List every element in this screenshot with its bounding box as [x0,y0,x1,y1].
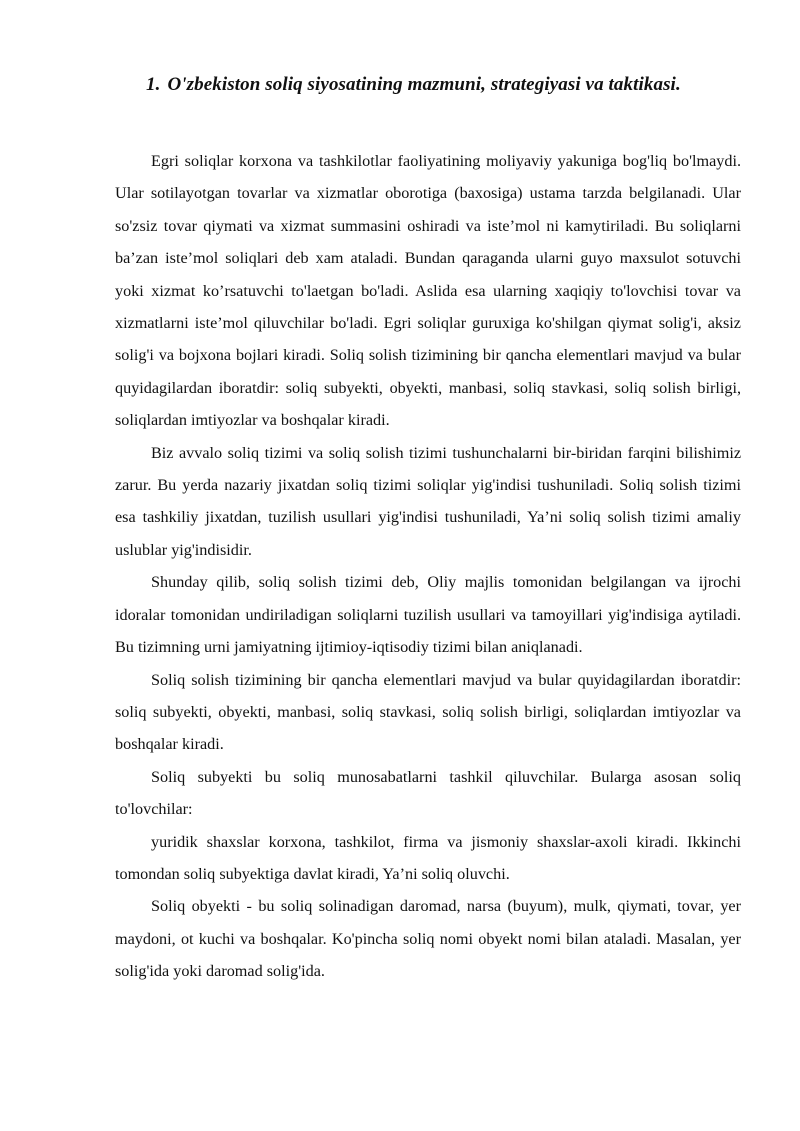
paragraph: Egri soliqlar korxona va tashkilotlar faoliyatining moliyaviy yakuniga bog'liq bo'lmaydi. Ular sotilayotgan tovarlar va xizmatlar oborotiga (baxosiga) ustama tarzda belgilanadi. Ular so'zsiz tovar qiymati va xizmat summasini oshiradi va iste’mol ni kamytiriladi. Bu soliqlarni ba’zan iste’mol soliqlari deb xam ataladi. Bundan qaraganda ularni guyo maxsulot sotuvchi yoki xizmat ko’rsatuvchi to'laetgan bo'ladi. Aslida esa ularning xaqiqiy to'lovchisi tovar va xizmatlarni iste’mol qiluvchilar bo'ladi. Egri soliqlar guruxiga ko'shilgan qiymat solig'i, aksiz solig'i va bojxona bojlari kiradi. Soliq solish tizimining bir qancha elementlari mavjud va bular quyidagilardan iboratdir: soliq subyekti, obyekti, manbasi, soliq stavkasi, soliq solish birligi, soliqlardan imtiyozlar va boshqalar kiradi. [115,152,741,430]
paragraph: Soliq obyekti - bu soliq solinadigan daromad, narsa (buyum), mulk, qiymati, tovar, yer maydoni, ot kuchi va boshqalar. Ko'pincha soliq nomi obyekt nomi bilan ataladi. Masalan, yer solig'ida yoki daromad solig'ida. [115,897,741,981]
paragraph: Soliq subyekti bu soliq munosabatlarni tashkil qiluvchilar. Bularga asosan soliq to'lovchilar: [115,767,741,819]
body-text [115,145,741,988]
paragraph: Biz avvalo soliq tizimi va soliq solish tizimi tushunchalarni bir-biridan farqini bilishimiz zarur. Bu yerda nazariy jixatdan soliq tizimi soliqlar yig'indisi tushuniladi. Soliq solish tizimi esa tashkiliy jixatdan, tuzilish usullari yig'indisi tushuniladi, Ya’ni soliq solish tizimi amaliy uslublar yig'indisidir. [115,443,741,559]
paragraph: yuridik shaxslar korxona, tashkilot, firma va jismoniy shaxslar-axoli kiradi. Ikkinchi tomondan soliq subyektiga davlat kiradi, Ya’ni soliq oluvchi. [115,832,741,883]
section-title: O'zbekiston soliq siyosatining mazmuni, strategiyasi va taktikasi. [167,74,681,95]
paragraph: Shunday qilib, soliq solish tizimi deb, Oliy majlis tomonidan belgilangan va ijrochi idoralar tomonidan undiriladigan soliqlarni tuzilish usullari va tamoyillari yig'indisiga aytiladi. Bu tizimning urni jamiyatning ijtimioy-iqtisodiy tizimi bilan aniqlanadi. [115,573,741,657]
section-number: 1. [146,74,161,95]
section-heading [146,74,766,96]
paragraph: Soliq solish tizimining bir qancha elementlari mavjud va bular quyidagilardan iboratdir: soliq subyekti, obyekti, manbasi, soliq stavkasi, soliq solish birligi, soliqlardan imtiyozlar va boshqalar kiradi. [115,670,741,754]
